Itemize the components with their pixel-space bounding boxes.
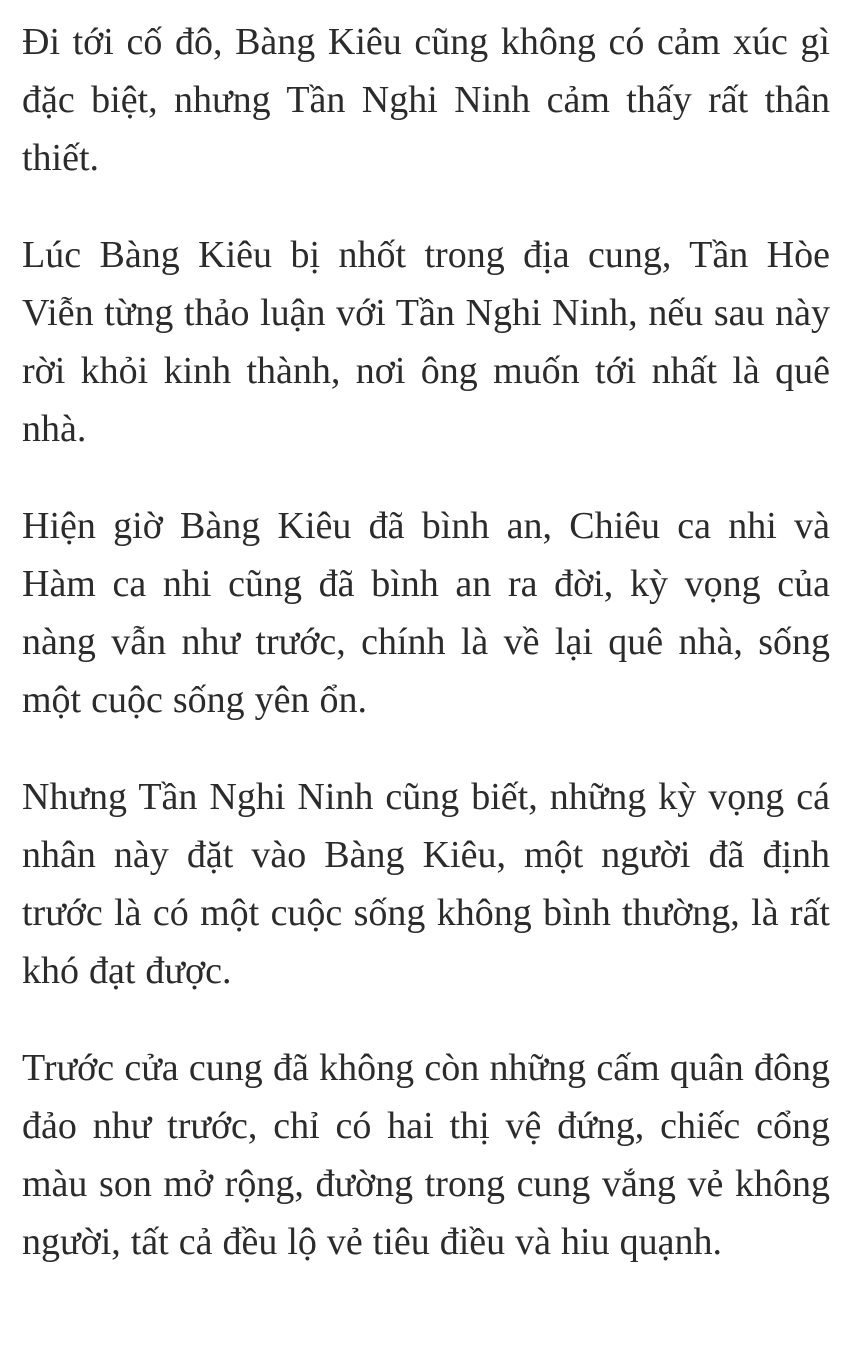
paragraph: Đi tới cố đô, Bàng Kiêu cũng không có cảm xúc gì đặc biệt, nhưng Tần Nghi Ninh cảm thấy rất thân thiết. <box>22 21 830 179</box>
paragraph: Hiện giờ Bàng Kiêu đã bình an, Chiêu ca nhi và Hàm ca nhi cũng đã bình an ra đời, kỳ vọng của nàng vẫn như trước, chính là về lại quê nhà, sống một cuộc sống yên ổn. <box>22 505 830 721</box>
paragraph: Nhưng Tần Nghi Ninh cũng biết, những kỳ vọng cá nhân này đặt vào Bàng Kiêu, một người đã định trước là có một cuộc sống không bình thường, là rất khó đạt được. <box>22 776 830 992</box>
paragraph: Lúc Bàng Kiêu bị nhốt trong địa cung, Tần Hòe Viễn từng thảo luận với Tần Nghi Ninh, nếu sau này rời khỏi kinh thành, nơi ông muốn tới nhất là quê nhà. <box>22 234 830 450</box>
paragraph: Trước cửa cung đã không còn những cấm quân đông đảo như trước, chỉ có hai thị vệ đứng, chiếc cổng màu son mở rộng, đường trong cung vắng vẻ không người, tất cả đều lộ vẻ tiêu điều và hiu quạnh. <box>22 1047 830 1263</box>
